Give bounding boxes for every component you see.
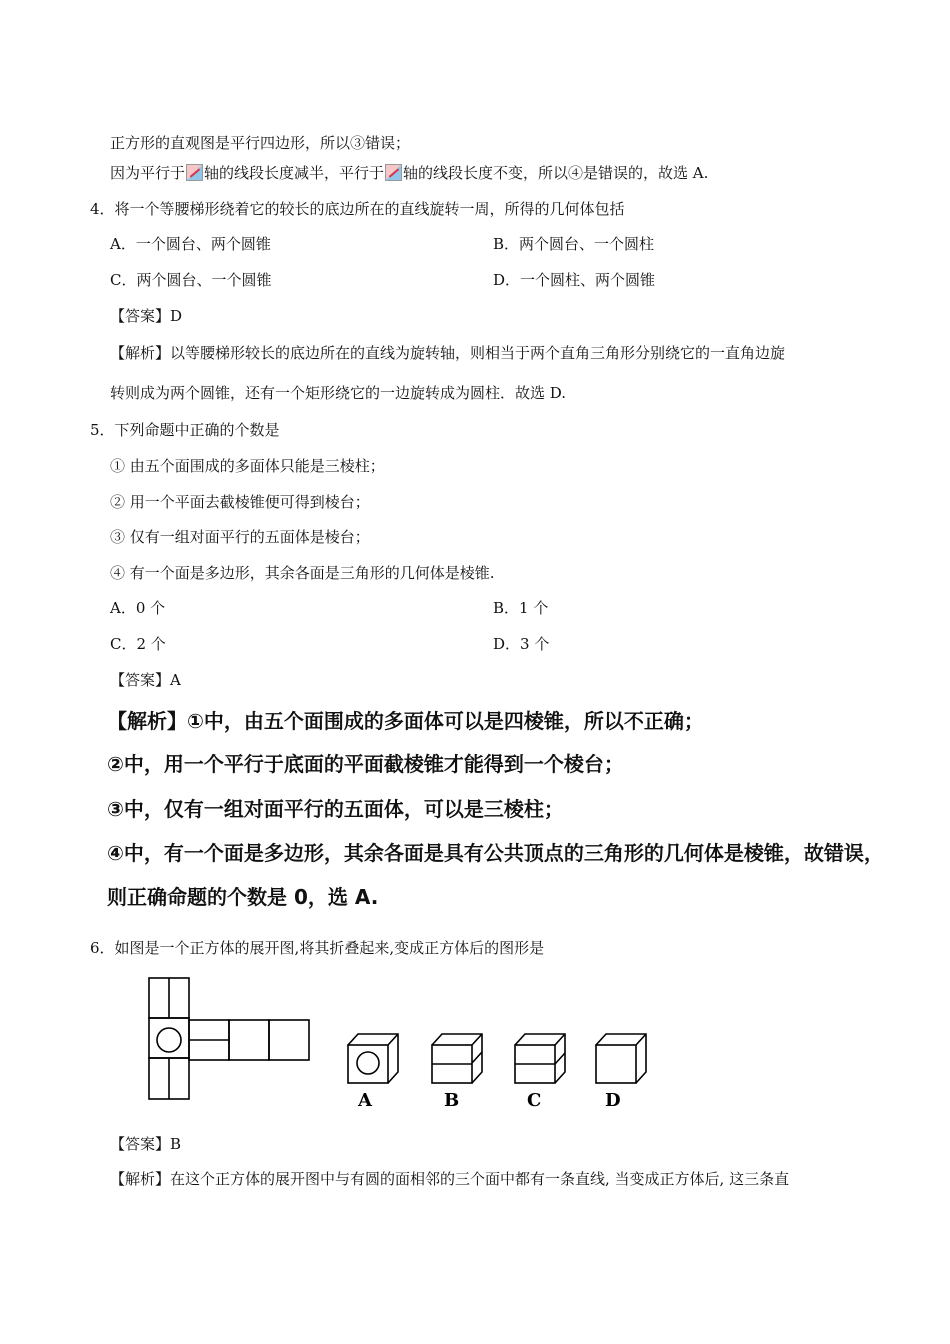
- q4-analysis-2: 转则成为两个圆锥，还有一个矩形绕它的一边旋转成为圆柱．故选 D.: [110, 384, 567, 402]
- q5-analysis-2: ②中，用一个平行于底面的平面截棱锥才能得到一个棱台；: [107, 752, 624, 776]
- q5-analysis-1: 【解析】①中，由五个面围成的多面体可以是四棱锥，所以不正确；: [107, 709, 704, 733]
- q6-question: 6．如图是一个正方体的展开图,将其折叠起来,变成正方体后的图形是: [90, 939, 545, 957]
- q5-question: 5．下列命题中正确的个数是: [90, 421, 280, 439]
- q4-option-a: A．一个圆台、两个圆锥: [110, 235, 271, 253]
- label-b: B: [444, 1090, 460, 1111]
- label-c: C: [527, 1090, 542, 1111]
- q4-answer: 【答案】D: [110, 307, 183, 325]
- label-a: A: [358, 1090, 372, 1111]
- q5-statement-3: ③ 仅有一组对面平行的五面体是棱台；: [110, 528, 370, 546]
- label-d: D: [605, 1090, 621, 1111]
- q6-analysis-1: 【解析】在这个正方体的展开图中与有圆的面相邻的三个面中都有一条直线, 当变成正方体后, 这三条直: [110, 1170, 790, 1188]
- q4-option-c: C．两个圆台、一个圆锥: [110, 271, 272, 289]
- q5-option-d: D．3 个: [493, 635, 550, 653]
- option-c-cube: [515, 1034, 565, 1083]
- q4-analysis-1: 【解析】以等腰梯形较长的底边所在的直线为旋转轴，则相当于两个直角三角形分别绕它的一直角边旋: [110, 344, 786, 362]
- net-face-right-3: [269, 1020, 309, 1060]
- q5-analysis-3: ③中，仅有一组对面平行的五面体，可以是三棱柱；: [107, 797, 564, 821]
- net-circle: [157, 1028, 181, 1052]
- q5-analysis-4: ④中，有一个面是多边形，其余各面是具有公共顶点的三角形的几何体是棱锥，故错误，: [107, 841, 884, 865]
- q5-statement-1: ① 由五个面围成的多面体只能是三棱柱；: [110, 457, 385, 475]
- q5-option-a: A．0 个: [110, 599, 166, 617]
- q5-answer: 【答案】A: [110, 671, 181, 689]
- q5-option-c: C．2 个: [110, 635, 166, 653]
- q6-answer: 【答案】B: [110, 1135, 182, 1153]
- prev-line-1: 正方形的直观图是平行四边形，所以③错误；: [110, 134, 411, 152]
- net-face-right-2: [229, 1020, 269, 1060]
- option-d-cube: [596, 1034, 646, 1083]
- prev-line-2-b: 轴的线段长度减半，平行于: [204, 164, 385, 182]
- q5-analysis-5: 则正确命题的个数是 0，选 A.: [107, 885, 379, 909]
- cube-net: [149, 978, 309, 1099]
- q5-statement-4: ④ 有一个面是多边形，其余各面是三角形的几何体是棱锥.: [110, 564, 495, 582]
- q4-question: 4．将一个等腰梯形绕着它的较长的底边所在的直线旋转一周，所得的几何体包括: [90, 200, 625, 218]
- option-b-cube: [432, 1034, 482, 1083]
- option-a-cube: [348, 1034, 398, 1083]
- q5-option-b: B．1 个: [493, 599, 549, 617]
- q4-option-d: D．一个圆柱、两个圆锥: [493, 271, 656, 289]
- prev-line-2-a: 因为平行于: [110, 164, 186, 182]
- q4-option-b: B．两个圆台、一个圆柱: [493, 235, 655, 253]
- prev-line-2-c: 轴的线段长度不变，所以④是错误的，故选 A.: [403, 164, 709, 182]
- q5-statement-2: ② 用一个平面去截棱锥便可得到棱台；: [110, 493, 370, 511]
